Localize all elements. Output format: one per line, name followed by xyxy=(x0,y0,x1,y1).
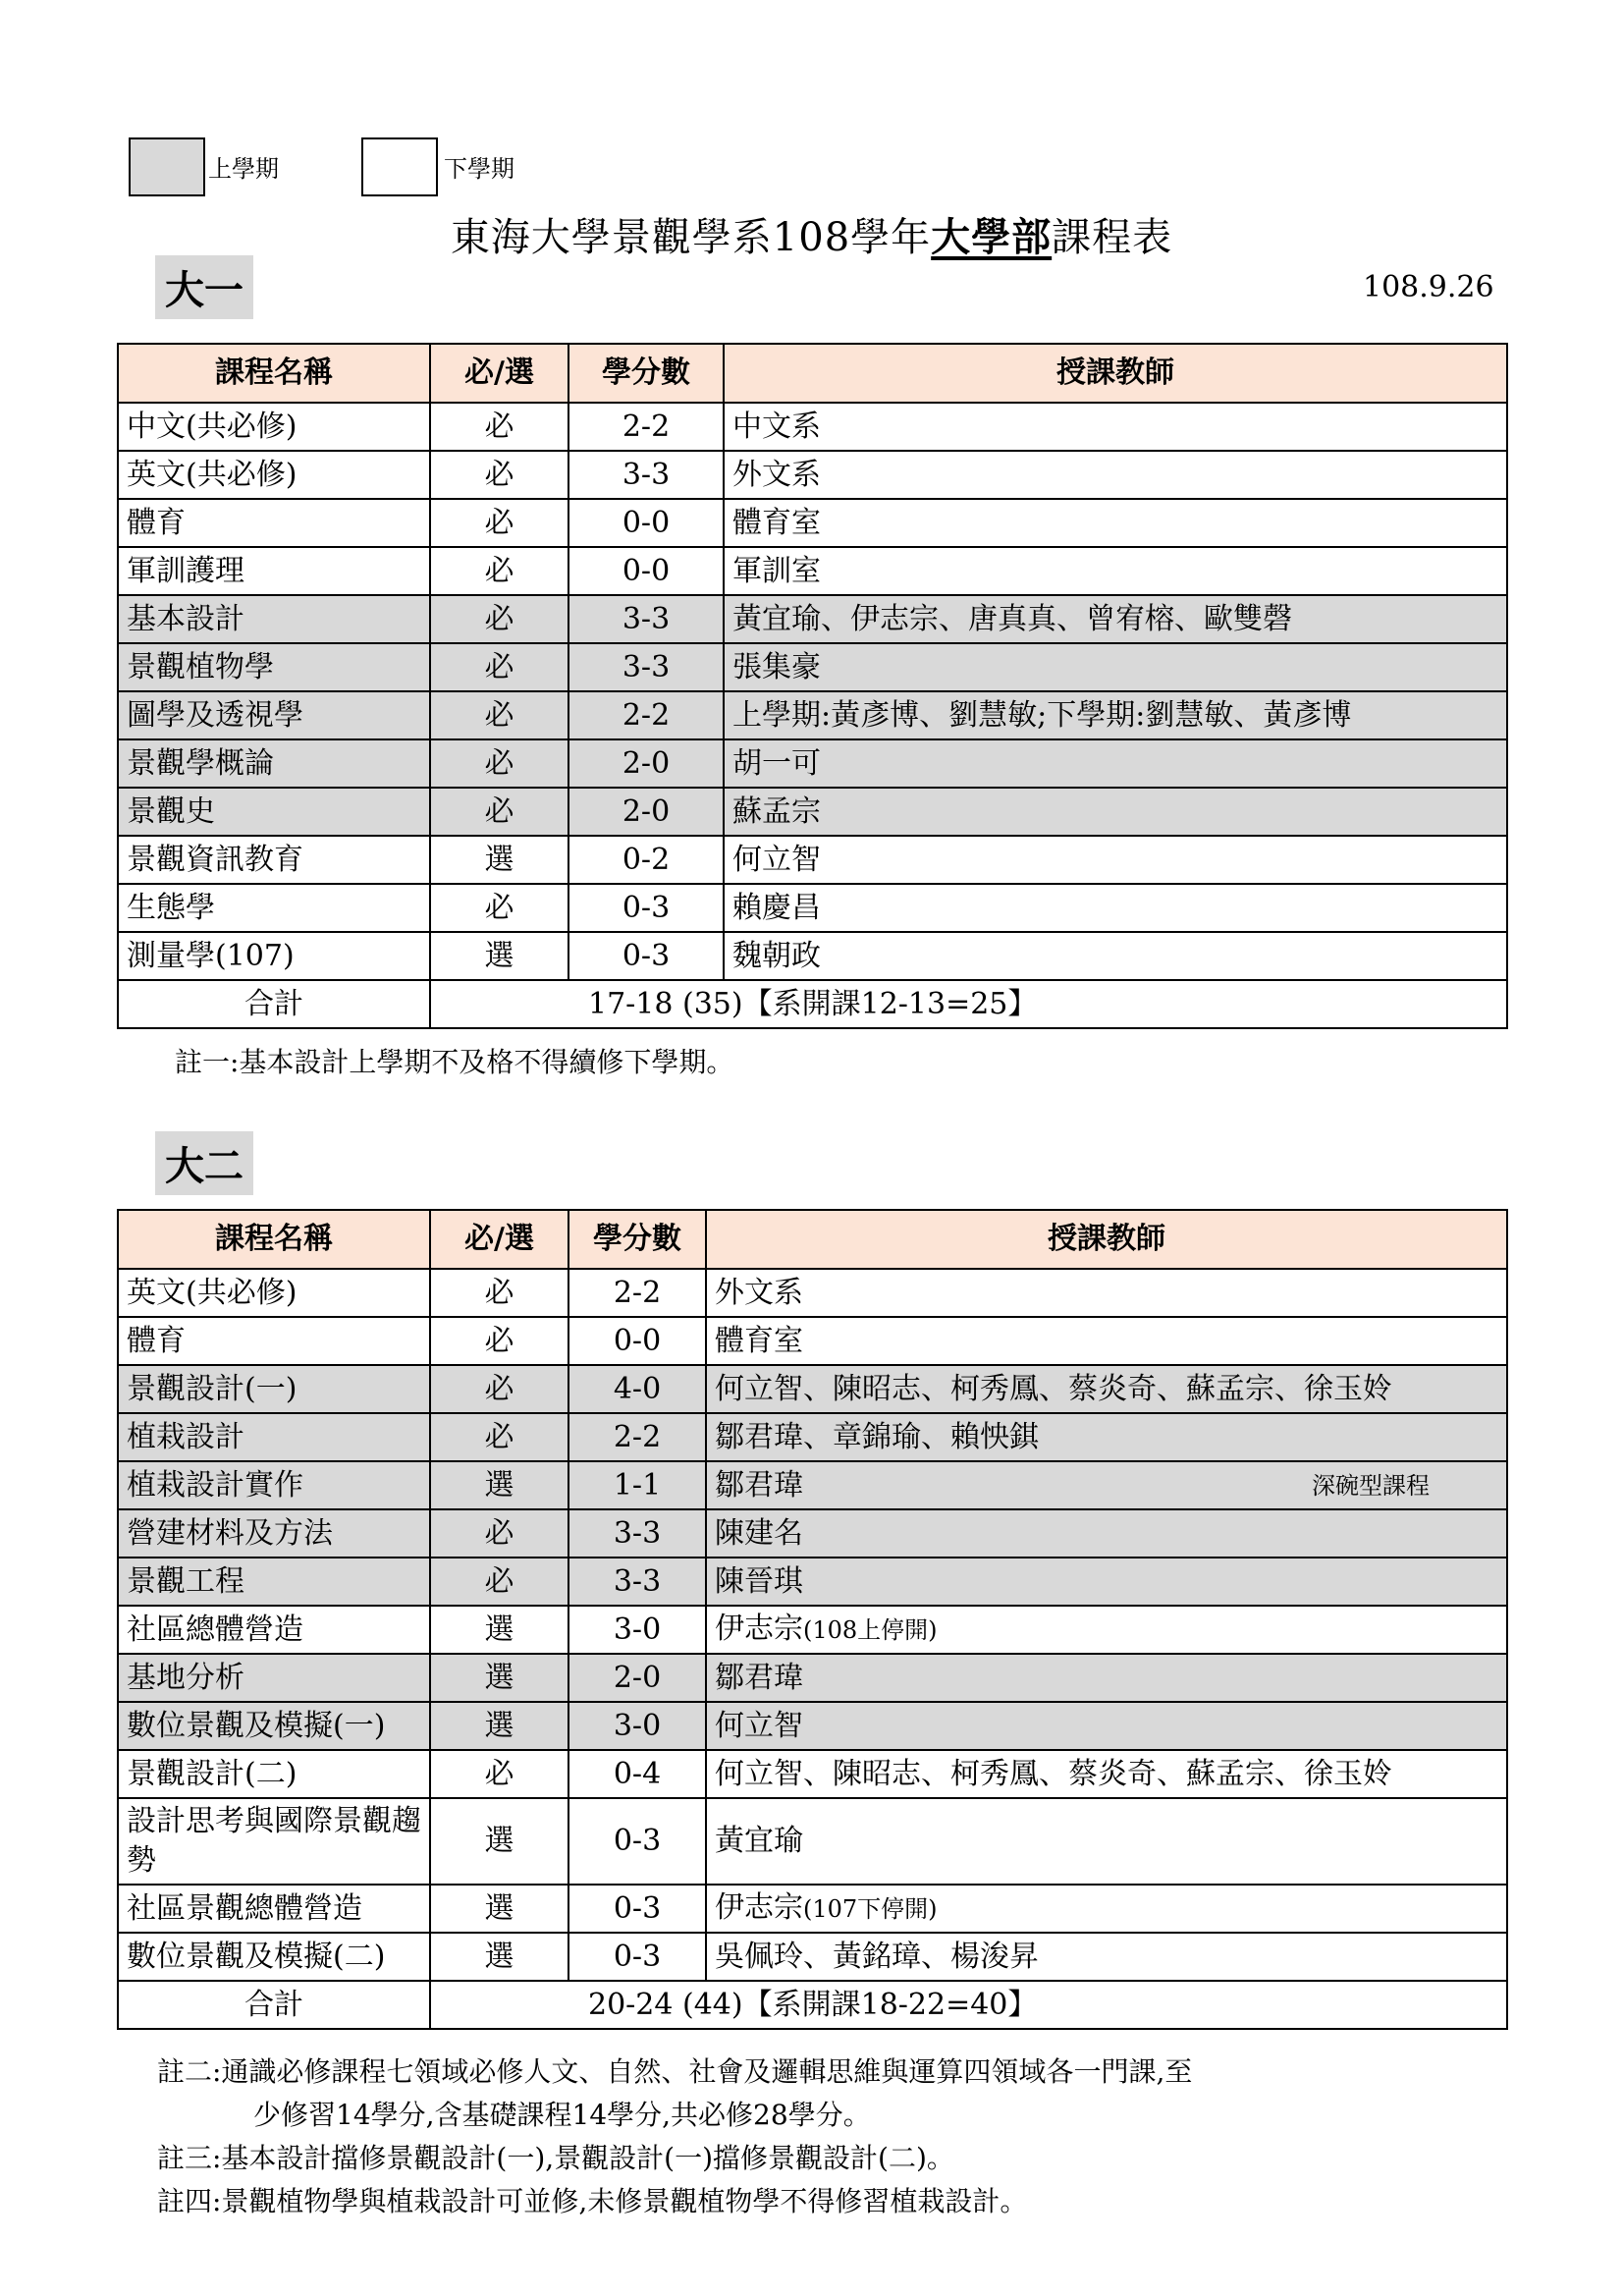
credits-cell: 3-3 xyxy=(568,595,724,643)
table-row xyxy=(118,739,1507,788)
table-row xyxy=(118,1654,1507,1702)
course-type-cell: 必 xyxy=(430,1558,568,1606)
course-type-cell: 選 xyxy=(430,836,568,884)
course-type-cell: 選 xyxy=(430,1798,568,1885)
header-course: 課程名稱 xyxy=(118,1210,430,1269)
course-type-cell: 必 xyxy=(430,884,568,932)
note-2-line-1: 註二:通識必修課程七領域必修人文、自然、社會及邏輯思維與運算四領域各一門課,至 xyxy=(157,2055,1193,2088)
credits-cell: 3-3 xyxy=(568,1558,706,1606)
table-row xyxy=(118,1461,1507,1509)
credits-cell: 3-3 xyxy=(568,1509,706,1558)
document-date: 108.9.26 xyxy=(1363,270,1494,304)
table-row xyxy=(118,643,1507,691)
course-type-cell: 選 xyxy=(430,1461,568,1509)
credits-cell: 3-3 xyxy=(568,451,724,499)
course-name-cell: 景觀設計(二) xyxy=(118,1750,430,1798)
page-title: 東海大學景觀學系108學年大學部課程表 xyxy=(450,214,1173,260)
teacher-cell: 何立智、陳昭志、柯秀鳳、蔡炎奇、蘇孟宗、徐玉姈 xyxy=(706,1750,1507,1798)
course-name-cell: 景觀工程 xyxy=(118,1558,430,1606)
teacher-cell: 吳佩玲、黃銘璋、楊浚昇 xyxy=(706,1933,1507,1981)
table-row xyxy=(118,1365,1507,1413)
course-type-cell: 必 xyxy=(430,403,568,451)
credits-cell: 1-1 xyxy=(568,1461,706,1509)
teacher-cell: 賴慶昌 xyxy=(724,884,1507,932)
table-row xyxy=(118,1317,1507,1365)
course-type-cell: 必 xyxy=(430,499,568,547)
teacher-cell: 伊志宗(108上停開) xyxy=(706,1606,1507,1654)
course-type-cell: 必 xyxy=(430,788,568,836)
table-row xyxy=(118,547,1507,595)
course-name-cell: 社區景觀總體營造 xyxy=(118,1885,430,1933)
course-name-cell: 軍訓護理 xyxy=(118,547,430,595)
credits-cell: 2-0 xyxy=(568,739,724,788)
table-row xyxy=(118,1413,1507,1461)
credits-cell: 3-0 xyxy=(568,1702,706,1750)
credits-cell: 0-3 xyxy=(568,1798,706,1885)
table-row xyxy=(118,1750,1507,1798)
teacher-cell: 何立智 xyxy=(724,836,1507,884)
course-name-cell: 景觀設計(一) xyxy=(118,1365,430,1413)
credits-cell: 3-0 xyxy=(568,1606,706,1654)
course-name-cell: 體育 xyxy=(118,1317,430,1365)
course-name-cell: 植栽設計實作 xyxy=(118,1461,430,1509)
year2-total-value: 20-24 (44)【系開課18-22=40】 xyxy=(430,1981,1507,2029)
header-course: 課程名稱 xyxy=(118,344,430,403)
course-type-cell: 選 xyxy=(430,1606,568,1654)
course-name-cell: 數位景觀及模擬(一) xyxy=(118,1702,430,1750)
note-3: 註三:基本設計擋修景觀設計(一),景觀設計(一)擋修景觀設計(二)。 xyxy=(157,2142,954,2174)
year1-course-table xyxy=(117,343,1508,1029)
course-name-cell: 基地分析 xyxy=(118,1654,430,1702)
course-type-cell: 必 xyxy=(430,547,568,595)
course-name-cell: 測量學(107) xyxy=(118,932,430,980)
teacher-cell: 體育室 xyxy=(724,499,1507,547)
course-name-cell: 生態學 xyxy=(118,884,430,932)
course-name-cell: 基本設計 xyxy=(118,595,430,643)
second-semester-label: 下學期 xyxy=(444,155,514,183)
year1-label: 大一 xyxy=(155,255,253,319)
course-tag: (108上停開) xyxy=(803,1616,938,1644)
course-type-cell: 必 xyxy=(430,1269,568,1317)
course-type-cell: 選 xyxy=(430,1933,568,1981)
course-name-cell: 景觀資訊教育 xyxy=(118,836,430,884)
course-type-cell: 必 xyxy=(430,1413,568,1461)
table-row xyxy=(118,884,1507,932)
course-type-cell: 必 xyxy=(430,739,568,788)
year2-course-table xyxy=(117,1209,1508,2030)
teacher-cell: 上學期:黃彥博、劉慧敏;下學期:劉慧敏、黃彥博 xyxy=(724,691,1507,739)
credits-cell: 0-3 xyxy=(568,1885,706,1933)
table-row xyxy=(118,1558,1507,1606)
header-credits: 學分數 xyxy=(568,344,724,403)
course-type-cell: 必 xyxy=(430,451,568,499)
table-row xyxy=(118,1269,1507,1317)
course-type-cell: 選 xyxy=(430,1702,568,1750)
teacher-cell: 陳建名 xyxy=(706,1509,1507,1558)
header-type: 必/選 xyxy=(430,1210,568,1269)
table-row xyxy=(118,1798,1507,1885)
teacher-cell: 蘇孟宗 xyxy=(724,788,1507,836)
table-row xyxy=(118,836,1507,884)
header-teacher: 授課教師 xyxy=(706,1210,1507,1269)
header-credits: 學分數 xyxy=(568,1210,706,1269)
teacher-cell: 張集豪 xyxy=(724,643,1507,691)
table-row xyxy=(118,451,1507,499)
first-semester-label: 上學期 xyxy=(208,155,279,183)
table-row xyxy=(118,595,1507,643)
course-name-cell: 中文(共必修) xyxy=(118,403,430,451)
credits-cell: 2-0 xyxy=(568,788,724,836)
teacher-cell: 黃宜瑜 xyxy=(706,1798,1507,1885)
course-name-cell: 景觀史 xyxy=(118,788,430,836)
course-name-cell: 體育 xyxy=(118,499,430,547)
teacher-cell: 體育室 xyxy=(706,1317,1507,1365)
course-type-cell: 必 xyxy=(430,1750,568,1798)
course-name-cell: 英文(共必修) xyxy=(118,451,430,499)
credits-cell: 2-2 xyxy=(568,1269,706,1317)
teacher-cell: 軍訓室 xyxy=(724,547,1507,595)
course-type-cell: 必 xyxy=(430,1509,568,1558)
teacher-cell: 鄒君瑋 xyxy=(706,1654,1507,1702)
course-type-cell: 選 xyxy=(430,1654,568,1702)
course-name-cell: 植栽設計 xyxy=(118,1413,430,1461)
credits-cell: 2-2 xyxy=(568,403,724,451)
note-1: 註一:基本設計上學期不及格不得續修下學期。 xyxy=(175,1046,734,1078)
credits-cell: 0-0 xyxy=(568,499,724,547)
teacher-cell: 伊志宗(107下停開) xyxy=(706,1885,1507,1933)
course-type-cell: 必 xyxy=(430,643,568,691)
table-row xyxy=(118,1933,1507,1981)
teacher-cell: 何立智 xyxy=(706,1702,1507,1750)
teacher-cell: 鄒君瑋 深碗型課程 xyxy=(706,1461,1507,1509)
teacher-cell: 胡一可 xyxy=(724,739,1507,788)
course-tag: (107下停開) xyxy=(803,1895,938,1923)
credits-cell: 2-2 xyxy=(568,691,724,739)
teacher-cell: 外文系 xyxy=(724,451,1507,499)
credits-cell: 0-4 xyxy=(568,1750,706,1798)
table-row xyxy=(118,1885,1507,1933)
note-2-line-2: 少修習14學分,含基礎課程14學分,共必修28學分。 xyxy=(253,2099,871,2131)
note-4: 註四:景觀植物學與植栽設計可並修,未修景觀植物學不得修習植栽設計。 xyxy=(157,2185,1028,2217)
teacher-cell: 魏朝政 xyxy=(724,932,1507,980)
credits-cell: 3-3 xyxy=(568,643,724,691)
second-semester-swatch xyxy=(361,137,438,196)
credits-cell: 2-0 xyxy=(568,1654,706,1702)
credits-cell: 0-0 xyxy=(568,547,724,595)
table-row xyxy=(118,403,1507,451)
table-row xyxy=(118,1606,1507,1654)
course-type-cell: 選 xyxy=(430,1885,568,1933)
course-type-cell: 必 xyxy=(430,1317,568,1365)
teacher-cell: 何立智、陳昭志、柯秀鳳、蔡炎奇、蘇孟宗、徐玉姈 xyxy=(706,1365,1507,1413)
table-row xyxy=(118,1702,1507,1750)
year2-label: 大二 xyxy=(155,1131,253,1195)
table-row xyxy=(118,788,1507,836)
year2-total-label: 合計 xyxy=(118,1981,430,2029)
course-type-cell: 必 xyxy=(430,1365,568,1413)
teacher-cell: 黃宜瑜、伊志宗、唐真真、曾宥榕、歐雙磬 xyxy=(724,595,1507,643)
table-row xyxy=(118,1509,1507,1558)
credits-cell: 0-2 xyxy=(568,836,724,884)
course-name-cell: 景觀學概論 xyxy=(118,739,430,788)
table-row xyxy=(118,932,1507,980)
course-name-cell: 景觀植物學 xyxy=(118,643,430,691)
credits-cell: 0-3 xyxy=(568,884,724,932)
course-type-cell: 必 xyxy=(430,691,568,739)
course-name-cell: 圖學及透視學 xyxy=(118,691,430,739)
table-row xyxy=(118,499,1507,547)
credits-cell: 0-3 xyxy=(568,932,724,980)
first-semester-swatch xyxy=(129,137,205,196)
course-name-cell: 營建材料及方法 xyxy=(118,1509,430,1558)
credits-cell: 0-3 xyxy=(568,1933,706,1981)
teacher-cell: 外文系 xyxy=(706,1269,1507,1317)
course-name-cell: 數位景觀及模擬(二) xyxy=(118,1933,430,1981)
teacher-cell: 中文系 xyxy=(724,403,1507,451)
year1-total-value: 17-18 (35)【系開課12-13=25】 xyxy=(430,980,1507,1028)
table-row xyxy=(118,691,1507,739)
course-name-cell: 英文(共必修) xyxy=(118,1269,430,1317)
credits-cell: 4-0 xyxy=(568,1365,706,1413)
year1-total-label: 合計 xyxy=(118,980,430,1028)
header-type: 必/選 xyxy=(430,344,568,403)
course-tag: 深碗型課程 xyxy=(1312,1471,1430,1500)
teacher-cell: 陳晉琪 xyxy=(706,1558,1507,1606)
credits-cell: 2-2 xyxy=(568,1413,706,1461)
credits-cell: 0-0 xyxy=(568,1317,706,1365)
course-name-cell: 社區總體營造 xyxy=(118,1606,430,1654)
teacher-cell: 鄒君瑋、章錦瑜、賴怏錤 xyxy=(706,1413,1507,1461)
course-type-cell: 選 xyxy=(430,932,568,980)
header-teacher: 授課教師 xyxy=(724,344,1507,403)
course-name-cell: 設計思考與國際景觀趨勢 xyxy=(118,1798,430,1885)
course-type-cell: 必 xyxy=(430,595,568,643)
